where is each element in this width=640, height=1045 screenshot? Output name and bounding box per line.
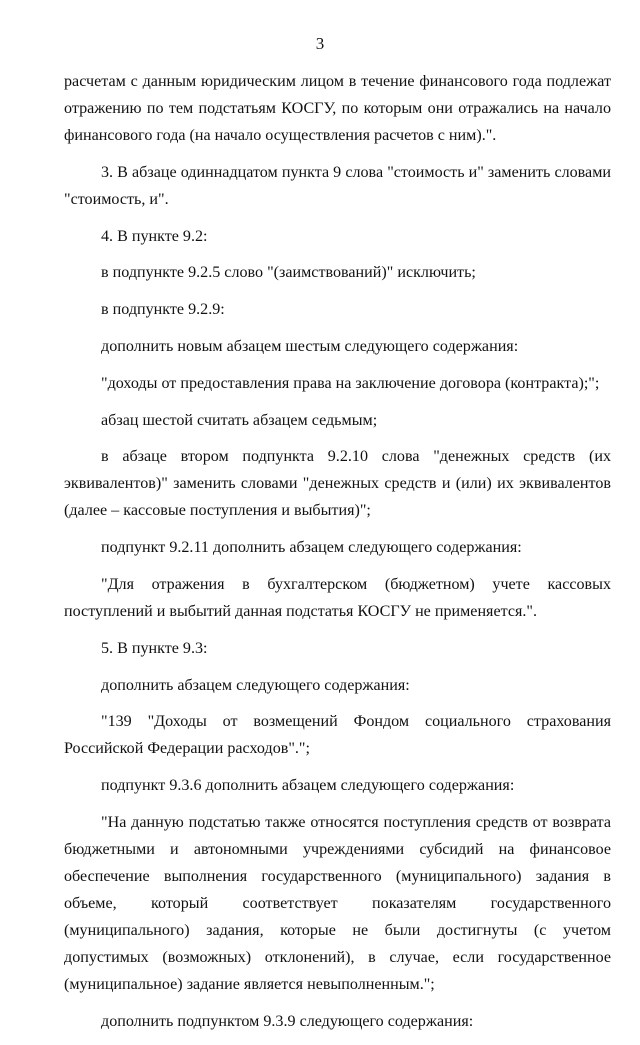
- paragraph-9-2-11: подпункт 9.2.11 дополнить абзацем следующего содержания:: [101, 539, 522, 557]
- paragraph-9-3-6: подпункт 9.3.6 дополнить абзацем следующего содержания:: [101, 777, 515, 795]
- paragraph-9-2-9: в подпункте 9.2.9:: [101, 301, 225, 319]
- paragraph-quote-subsidies: "На данную подстатью также относятся поступления средств от возврата бюджетными и автономными учреждениями субсидий на финансовое обеспечение выполнения государственного (муниципального) задания в объеме, который соответствует показателям государственного (муниципального) задания, которые не были достигнуты (с учетом допустимых (возможных) отклонений), в случае, если государственное (муниципальное) задание является невыполненным.";: [64, 813, 611, 993]
- paragraph-renumber: абзац шестой считать абзацем седьмым;: [101, 411, 378, 429]
- paragraph-item-4: 4. В пункте 9.2:: [101, 227, 208, 245]
- paragraph-quote-accounting: "Для отражения в бухгалтерском (бюджетном) учете кассовых поступлений и выбытий данная подстатья КОСГУ не применяется.".: [64, 575, 611, 620]
- paragraph-add-paragraph: дополнить абзацем следующего содержания:: [101, 676, 410, 694]
- paragraph-item-3: 3. В абзаце одиннадцатом пункта 9 слова "стоимость и" заменить словами "стоимость, и".: [64, 163, 611, 208]
- paragraph-9-2-10: в абзаце втором подпункта 9.2.10 слова "денежных средств (их эквивалентов)" заменить словами "денежных средств и (или) их эквивалентов (далее – кассовые поступления и выбытия)";: [64, 448, 611, 520]
- paragraph-9-3-9: дополнить подпунктом 9.3.9 следующего содержания:: [101, 1012, 474, 1030]
- page-number: 3: [315, 34, 325, 53]
- paragraph-add-sixth: дополнить новым абзацем шестым следующего содержания:: [101, 337, 519, 355]
- paragraph-item-5: 5. В пункте 9.3:: [101, 639, 208, 657]
- paragraph-quote-139: "139 "Доходы от возмещений Фондом социального страхования Российской Федерации расходов".";: [64, 713, 611, 758]
- paragraph-9-2-5: в подпункте 9.2.5 слово "(заимствований)" исключить;: [101, 264, 476, 282]
- paragraph-continuation: расчетам с данным юридическим лицом в течение финансового года подлежат отражению по тем подстатьям КОСГУ, по которым они отражались на начало финансового года (на начало осуществления расчетов с ним).".: [64, 73, 611, 144]
- document-body: [64, 68, 611, 1045]
- paragraph-quote-contract: "доходы от предоставления права на заключение договора (контракта);";: [101, 374, 600, 392]
